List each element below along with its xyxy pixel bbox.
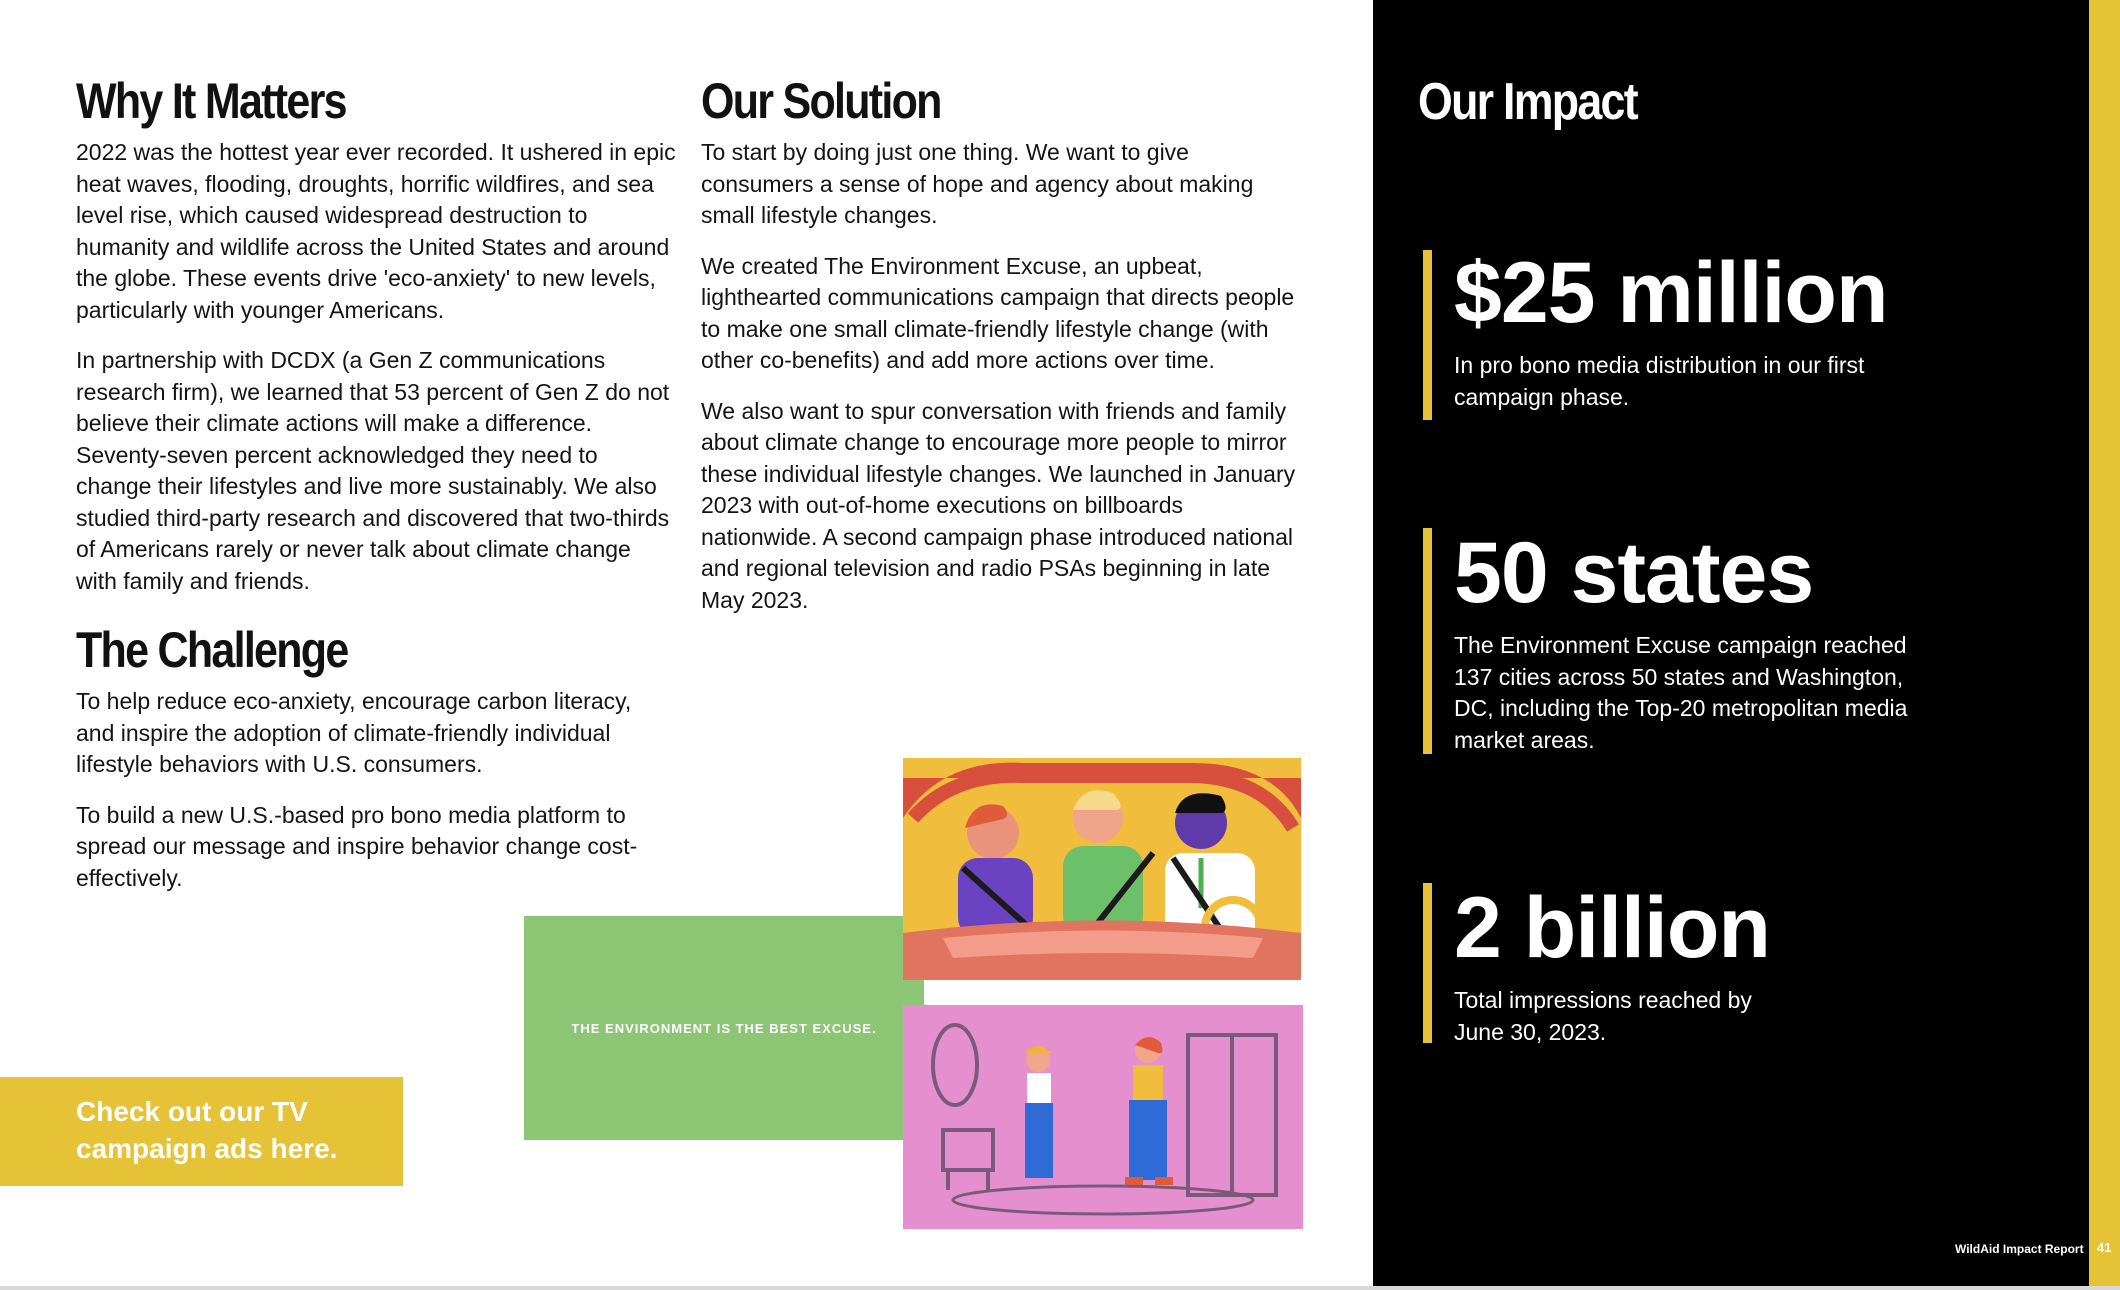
bottom-divider xyxy=(0,1286,2120,1290)
car-illustration xyxy=(903,758,1301,980)
cta-line-1: Check out our TV xyxy=(76,1096,308,1127)
stat-2 xyxy=(1454,525,1994,756)
our-solution-heading: Our Solution xyxy=(701,73,941,129)
stat-2-value: 50 states xyxy=(1454,525,1814,621)
our-impact-heading: Our Impact xyxy=(1418,73,1637,131)
stat-2-description: The Environment Excuse campaign reached 137 cities across 50 states and Washington, DC, including the Top-20 metropolitan media market areas. xyxy=(1454,632,1908,753)
why-paragraph-1: 2022 was the hottest year ever recorded. It ushered in epic heat waves, flooding, droughts, horrific wildfires, and sea level rise, which caused widespread destruction to humanity and wildlife across the United States and around the globe. These events drive 'eco-anxiety' to new levels, particularly with younger Americans. xyxy=(76,139,676,323)
stat-2-bar xyxy=(1423,528,1432,754)
cta-line-2: campaign ads here. xyxy=(76,1133,338,1164)
stat-1-value: $25 million xyxy=(1454,245,1888,341)
solution-paragraph-1: To start by doing just one thing. We want to give consumers a sense of hope and agency about making small lifestyle changes. xyxy=(701,139,1254,228)
page-number: 41 xyxy=(2097,1240,2112,1255)
challenge-paragraph-1: To help reduce eco-anxiety, encourage carbon literacy, and inspire the adoption of climate-friendly individual lifestyle behaviors with U.S. consumers. xyxy=(76,688,632,777)
tv-campaign-ads-link[interactable] xyxy=(0,1077,403,1186)
stat-3-bar xyxy=(1423,883,1432,1043)
left-column xyxy=(76,74,676,894)
room-illustration xyxy=(903,1005,1303,1229)
solution-paragraph-2: We created The Environment Excuse, an upbeat, lighthearted communications campaign that directs people to make one small climate-friendly lifestyle change (with other co-benefits) and add more actions over time. xyxy=(701,252,1295,373)
why-paragraph-2: In partnership with DCDX (a Gen Z communications research firm), we learned that 53 percent of Gen Z do not believe their climate actions will make a difference. Seventy-seven percent acknowledged they need to change their lifestyles and live more sustainably. We also studied third-party research and discovered that two-thirds of Americans rarely or never talk about climate change with family and friends. xyxy=(76,347,670,594)
stat-3-description: Total impressions reached by June 30, 2023. xyxy=(1454,987,1752,1045)
solution-paragraph-3: We also want to spur conversation with friends and family about climate change to encourage more people to mirror these individual lifestyle changes. We launched in January 2023 with out-of-home executions on billboards nationwide. A second campaign phase introduced national and regional television and radio PSAs beginning in late May 2023. xyxy=(701,397,1296,613)
challenge-paragraph-2: To build a new U.S.-based pro bono media platform to spread our message and inspire behavior change cost-effectively. xyxy=(76,801,638,891)
middle-column xyxy=(701,74,1301,616)
stat-3 xyxy=(1454,880,1994,1048)
ad-card-text: THE ENVIRONMENT IS THE BEST EXCUSE. xyxy=(571,1020,877,1036)
ad-video-card[interactable] xyxy=(524,916,924,1140)
stat-1-description: In pro bono media distribution in our first campaign phase. xyxy=(1454,352,1865,410)
stat-3-value: 2 billion xyxy=(1454,880,1770,976)
accent-stripe xyxy=(2089,0,2120,1290)
why-it-matters-heading: Why It Matters xyxy=(76,73,346,129)
stat-1 xyxy=(1454,245,1994,413)
report-footer: WildAid Impact Report xyxy=(1955,1242,2084,1256)
stat-1-bar xyxy=(1423,250,1432,420)
challenge-heading: The Challenge xyxy=(76,622,348,678)
